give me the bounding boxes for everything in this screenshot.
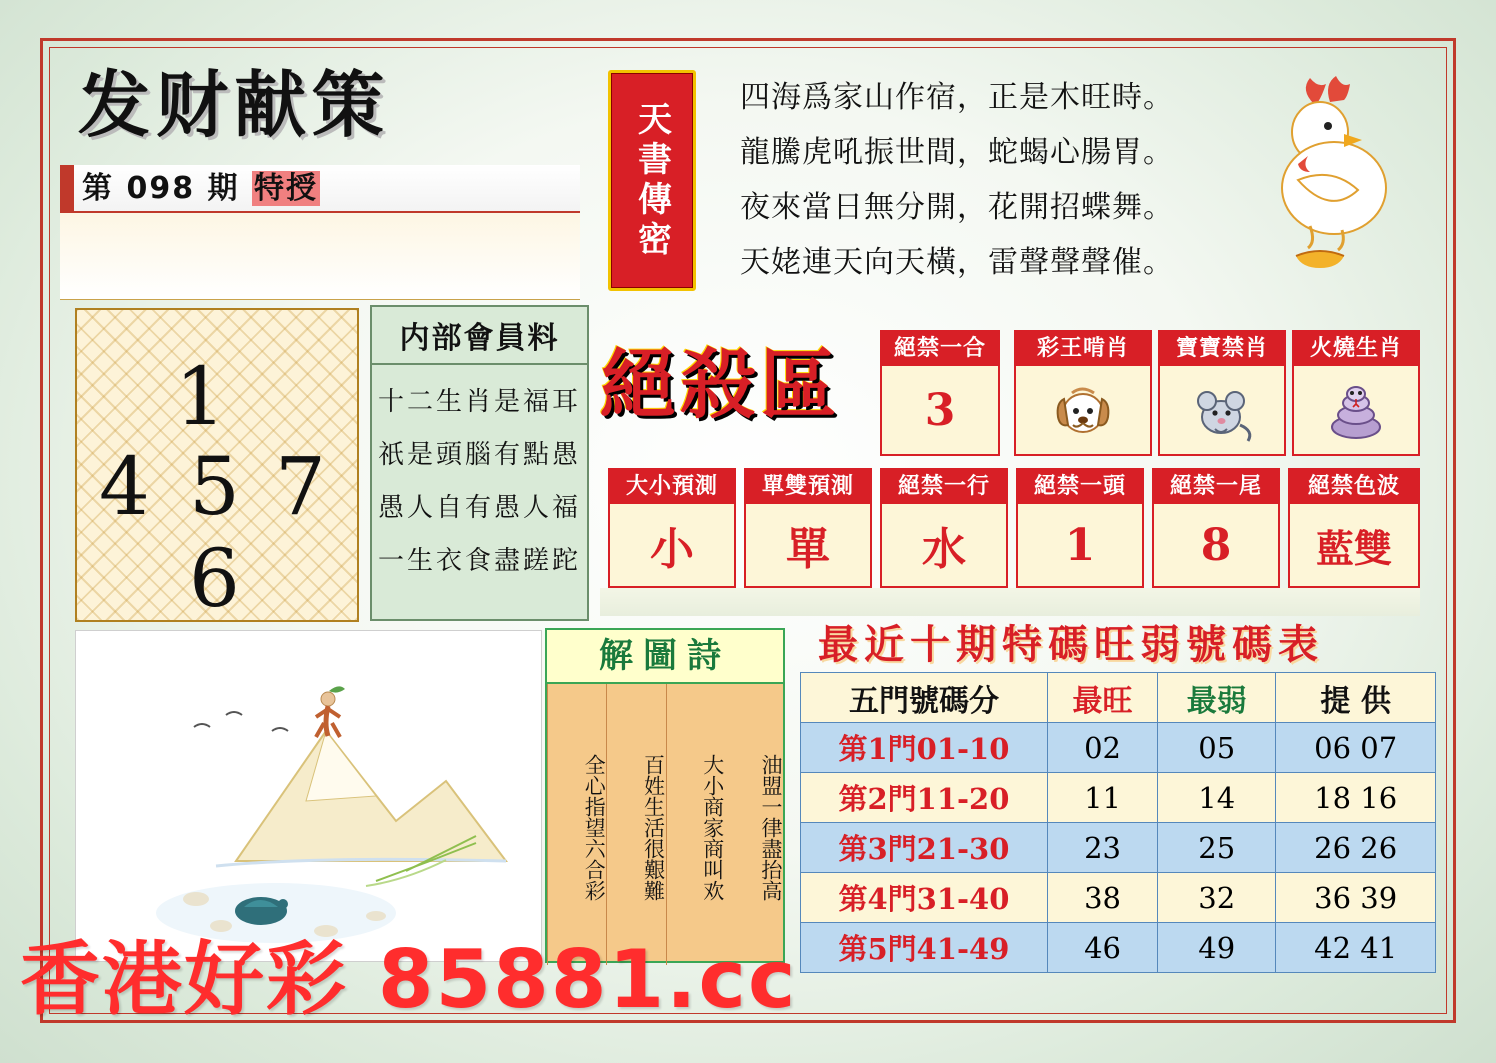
col-header-hot: 最旺 — [1047, 673, 1157, 723]
row-hot: 46 — [1047, 923, 1157, 973]
member-info-box — [370, 305, 589, 621]
jietushi-column: 全心指望六合彩 — [547, 684, 606, 965]
jietushi-title: 解圖詩 — [547, 630, 783, 684]
cell-header: 絕禁色波 — [1290, 470, 1418, 504]
member-line: 祇是頭腦有點愚 — [377, 440, 581, 470]
cell-value: 藍雙 — [1315, 525, 1392, 571]
col-header-group: 五門號碼分 — [801, 673, 1048, 723]
cell-value: 單 — [786, 524, 830, 575]
cell-value — [1294, 366, 1418, 454]
table-row — [801, 723, 1436, 773]
jietushi-column: 百姓生活很艱難 — [606, 684, 665, 965]
juesha-cell-huoshao — [1292, 330, 1420, 456]
cell-value: 水 — [922, 524, 966, 575]
cell-header: 寶寶禁肖 — [1160, 332, 1284, 366]
jietushi-column: 大小商家商叫欢 — [666, 684, 725, 965]
juesha-cell-yihang — [880, 468, 1008, 588]
lucky-number: 7 — [275, 440, 326, 533]
cell-header: 絕禁一頭 — [1018, 470, 1142, 504]
member-line: 十二生肖是福耳 — [377, 387, 581, 417]
page-title: 发财献策 — [78, 63, 391, 147]
juesha-strip — [600, 588, 1420, 616]
member-line: 愚人自有愚人福 — [377, 493, 581, 523]
rat-icon — [1185, 373, 1259, 447]
row-supply: 06 07 — [1276, 723, 1436, 773]
lucky-number: 1 — [175, 350, 226, 443]
juesha-cell-baobao — [1158, 330, 1286, 456]
row-supply: 26 26 — [1276, 823, 1436, 873]
juesha-cell-yiwei — [1152, 468, 1280, 588]
cell-header: 大小預測 — [610, 470, 734, 504]
col-header-cold: 最弱 — [1158, 673, 1276, 723]
row-cold: 49 — [1158, 923, 1276, 973]
row-label: 第2門11-20 — [801, 773, 1048, 823]
poem-line-2: 龍騰虎吼振世間，蛇蝎心腸胃。 — [740, 135, 1174, 170]
col-header-supply: 提 供 — [1276, 673, 1436, 723]
cell-header: 絕禁一尾 — [1154, 470, 1278, 504]
cell-value: 8 — [1200, 519, 1232, 571]
poem-line-4: 天姥連天向天橫，雷聲聲聲催。 — [740, 245, 1174, 280]
tianshu-banner: 天書傳密 — [608, 70, 696, 291]
issue-suffix: 特授 — [253, 171, 318, 206]
lucky-numbers-box — [75, 308, 359, 625]
member-line: 一生衣食盡蹉跎 — [377, 546, 581, 576]
landscape-illustration — [76, 631, 541, 961]
lucky-number: 5 — [189, 440, 240, 533]
cell-header: 絕禁一合 — [882, 332, 998, 366]
issue-bar — [60, 165, 580, 213]
table-row — [801, 773, 1436, 823]
cell-header: 單雙預測 — [746, 470, 870, 504]
issue-bar-accent — [60, 165, 74, 211]
row-cold: 32 — [1158, 873, 1276, 923]
row-cold: 05 — [1158, 723, 1276, 773]
juesha-title: 絕殺區 — [600, 340, 840, 429]
table-row — [801, 873, 1436, 923]
cell-value: 1 — [1064, 519, 1096, 571]
cell-header: 火燒生肖 — [1294, 332, 1418, 366]
poem-block — [740, 70, 1240, 290]
jietushi-columns — [547, 684, 783, 965]
row-hot: 02 — [1047, 723, 1157, 773]
table-row — [801, 823, 1436, 873]
watermark: 香港好彩 85881.cc — [20, 933, 798, 1026]
lucky-number: 4 — [99, 440, 150, 533]
row-hot: 38 — [1047, 873, 1157, 923]
row-cold: 14 — [1158, 773, 1276, 823]
row-cold: 25 — [1158, 823, 1276, 873]
row-hot: 11 — [1047, 773, 1157, 823]
row-label: 第3門21-30 — [801, 823, 1048, 873]
snake-icon — [1319, 373, 1393, 447]
jietushi-box — [545, 628, 785, 963]
stats-title: 最近十期特碼旺弱號碼表 — [818, 621, 1324, 668]
member-box-title: 内部會員料 — [372, 313, 587, 365]
cell-header: 彩王啃肖 — [1016, 332, 1150, 366]
row-label: 第1門01-10 — [801, 723, 1048, 773]
poem-line-1: 四海爲家山作宿，正是木旺時。 — [740, 80, 1174, 115]
cell-value — [1016, 366, 1150, 454]
cell-value — [1160, 366, 1284, 454]
table-header-row — [801, 673, 1436, 723]
rooster-icon — [1238, 60, 1418, 290]
issue-number: 第 098 期 — [82, 171, 240, 206]
illustration-box — [75, 630, 542, 962]
juesha-cell-sebo — [1288, 468, 1420, 588]
issue-text — [82, 169, 320, 209]
row-label: 第4門31-40 — [801, 873, 1048, 923]
juesha-cell-yitou — [1016, 468, 1144, 588]
juesha-cell-daxiao — [608, 468, 736, 588]
cell-header: 絕禁一行 — [882, 470, 1006, 504]
poem-line-3: 夜來當日無分開，花開招蝶舞。 — [740, 190, 1174, 225]
cell-value: 3 — [924, 384, 956, 436]
juesha-cell-caiwang — [1014, 330, 1152, 456]
cell-value: 小 — [650, 524, 694, 575]
dog-icon — [1046, 373, 1120, 447]
row-supply: 42 41 — [1276, 923, 1436, 973]
jietushi-column: 油盟一律盡抬高 — [759, 754, 783, 901]
row-supply: 18 16 — [1276, 773, 1436, 823]
juesha-cell-danshuang — [744, 468, 872, 588]
lucky-number: 6 — [189, 532, 240, 625]
juesha-cell-he — [880, 330, 1000, 456]
row-supply: 36 39 — [1276, 873, 1436, 923]
row-label: 第5門41-49 — [801, 923, 1048, 973]
row-hot: 23 — [1047, 823, 1157, 873]
header-underlay — [60, 211, 580, 300]
